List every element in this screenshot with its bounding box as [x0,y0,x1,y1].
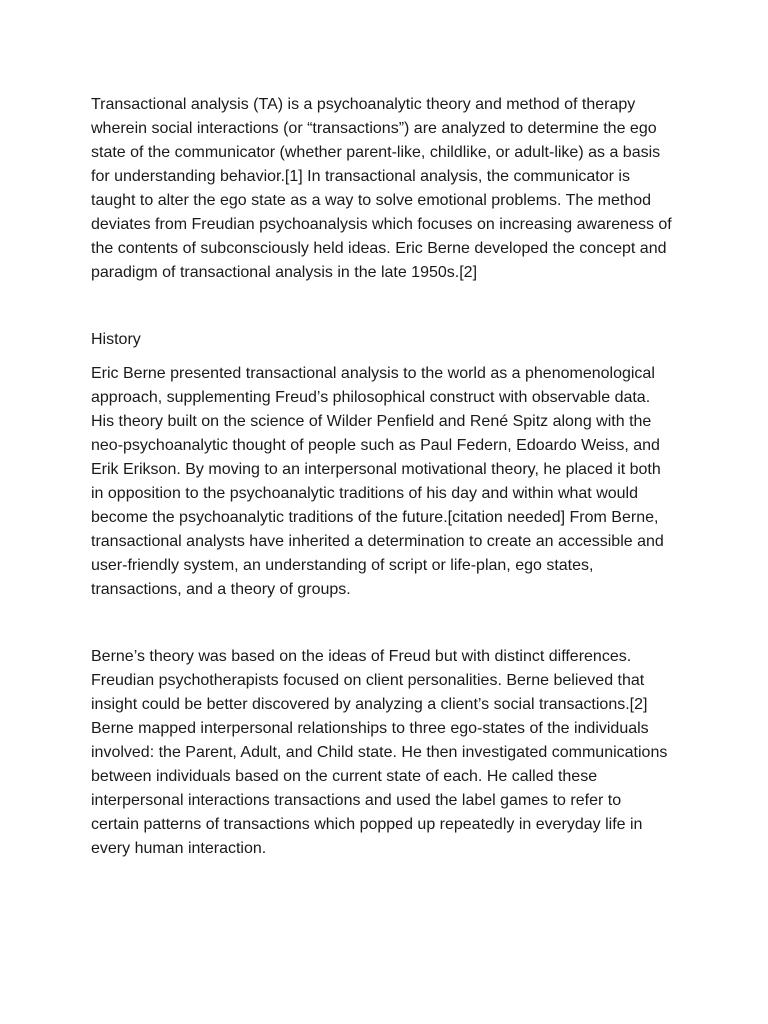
text-line: the contents of subconsciously held ideas. Eric Berne developed the concept and [91,240,667,257]
text-line: Transactional analysis (TA) is a psychoanalytic theory and method of therapy [91,96,636,113]
text-line: approach, supplementing Freud’s philosophical construct with observable data. [91,389,651,406]
text-line: for understanding behavior.[1] In transactional analysis, the communicator is [91,168,630,185]
text-line: every human interaction. [91,840,267,857]
text-line: Eric Berne presented transactional analysis to the world as a phenomenological [91,365,655,382]
paragraph-intro [91,93,691,285]
text-line: taught to alter the ego state as a way to solve emotional problems. The method [91,192,652,209]
text-line: deviates from Freudian psychoanalysis which focuses on increasing awareness of [91,216,672,233]
text-line: involved: the Parent, Adult, and Child state. He then investigated communications [91,744,668,761]
text-line: Freudian psychotherapists focused on client personalities. Berne believed that [91,672,645,689]
text-line: insight could be better discovered by analyzing a client’s social transactions.[2] [91,696,648,713]
heading-text: History [91,331,141,348]
text-line: in opposition to the psychoanalytic traditions of his day and within what would [91,485,638,502]
section-heading-history [91,328,691,352]
text-line: certain patterns of transactions which popped up repeatedly in everyday life in [91,816,643,833]
text-line: transactional analysts have inherited a determination to create an accessible and [91,533,664,550]
text-line: transactions, and a theory of groups. [91,581,351,598]
text-line: Berne mapped interpersonal relationships to three ego-states of the individuals [91,720,649,737]
text-line: state of the communicator (whether parent-like, childlike, or adult-like) as a basis [91,144,661,161]
text-line: neo-psychoanalytic thought of people such as Paul Federn, Edoardo Weiss, and [91,437,660,454]
text-line: interpersonal interactions transactions and used the label games to refer to [91,792,622,809]
paragraph-berne-theory [91,645,691,861]
text-line: paradigm of transactional analysis in the late 1950s.[2] [91,264,478,281]
paragraph-history [91,362,691,602]
text-line: Erik Erikson. By moving to an interpersonal motivational theory, he placed it both [91,461,661,478]
text-line: between individuals based on the current state of each. He called these [91,768,598,785]
text-line: become the psychoanalytic traditions of the future.[citation needed] From Berne, [91,509,659,526]
text-line: Berne’s theory was based on the ideas of Freud but with distinct differences. [91,648,632,665]
text-line: wherein social interactions (or “transactions”) are analyzed to determine the ego [91,120,657,137]
text-line: user-friendly system, an understanding of script or life-plan, ego states, [91,557,594,574]
text-line: His theory built on the science of Wilder Penfield and René Spitz along with the [91,413,652,430]
